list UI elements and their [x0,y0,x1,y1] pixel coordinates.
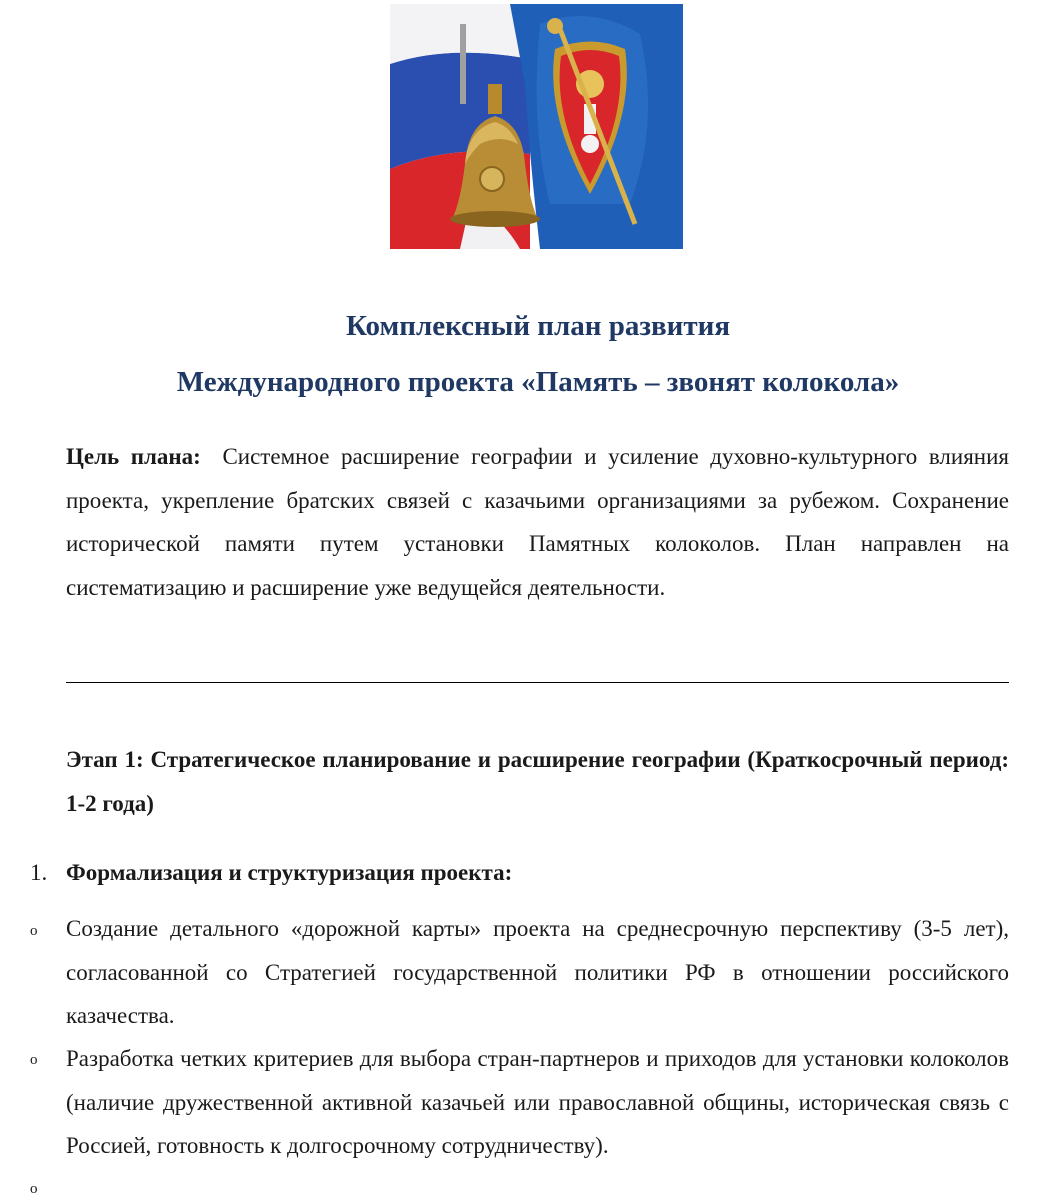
goal-label: Цель плана: [66,444,201,469]
bullet-marker: o [30,1052,38,1068]
item-1-title: Формализация и структуризация проекта: [66,860,513,885]
stage-1-heading: Этап 1: Стратегическое планирование и расширение географии (Краткосрочный период: 1-2 года) [66,747,1009,816]
goal-paragraph [66,435,1009,609]
bullet-marker: o [30,923,38,939]
bullet-1-text: Создание детального «дорожной карты» проекта на среднесрочную перспективу (3-5 лет), согласованной со Стратегией государственной политики РФ в отношении российского казачества. [66,916,1009,1028]
horizontal-divider [66,682,1009,683]
item-1-number: 1. [30,860,48,885]
goal-text: Системное расширение географии и усиление духовно-культурного влияния проекта, укрепление братских связей с казачьими организациями за рубежом. Сохранение исторической памяти путем установки Памятных колоколов. План направлен на систематизацию и расширение уже ведущейся деятельности. [66,444,1009,600]
bullet-marker: o [30,1181,38,1197]
bullet-2-text: Разработка четких критериев для выбора стран-партнеров и приходов для установки колоколов (наличие дружественной активной казачьей или православной общины, историческая связь с Россией, готовность к долгосрочному сотрудничеству). [66,1046,1009,1158]
title-line-1: Комплексный план развития [345,310,731,342]
title-line-2: Международного проекта «Память – звонят колокола» [176,366,900,398]
bell-and-cossack-banner-image [390,4,683,249]
bell-and-banner-image [390,4,683,249]
